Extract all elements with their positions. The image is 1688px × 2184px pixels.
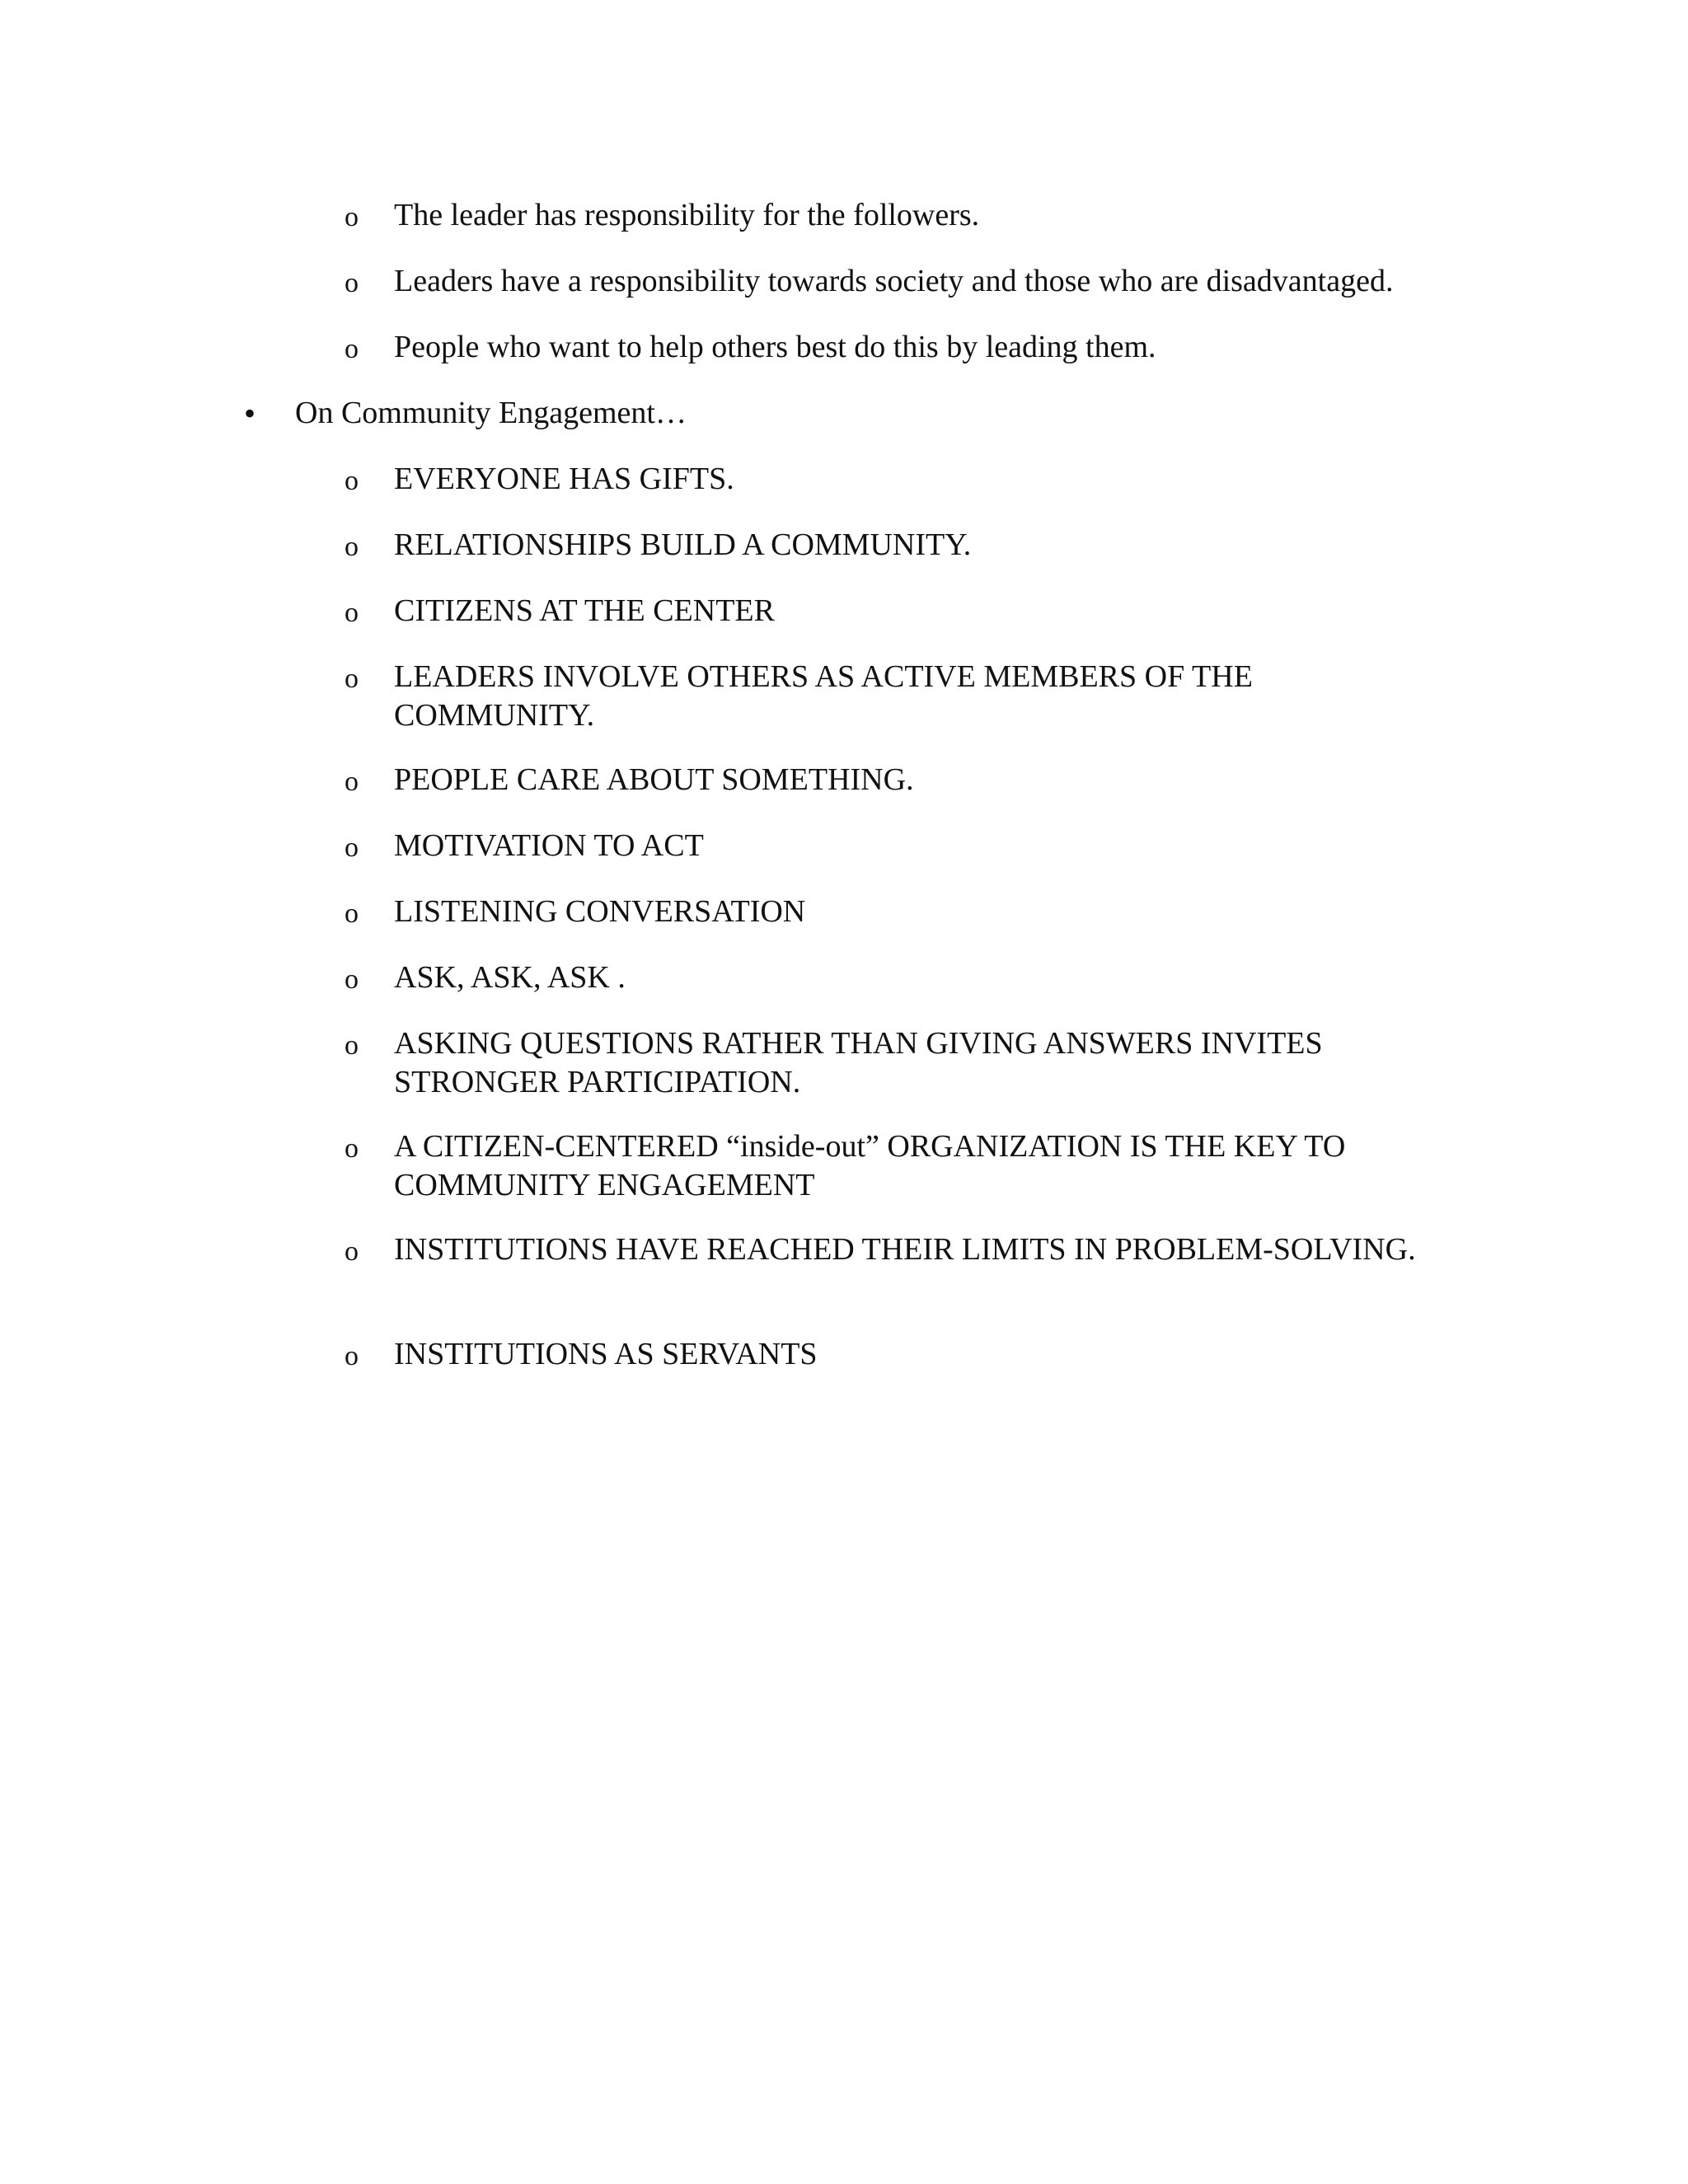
list-marker: o (345, 1341, 359, 1371)
list-item: ASK, ASK, ASK . (394, 960, 626, 995)
list-marker: o (345, 268, 359, 298)
list-marker: o (345, 1236, 359, 1267)
list-marker: o (345, 964, 359, 995)
list-marker: o (345, 532, 359, 562)
list-marker: o (345, 1030, 359, 1061)
list-marker: o (345, 1133, 359, 1164)
list-item: People who want to help others best do this by leading them. (394, 330, 1156, 364)
list-marker: o (345, 202, 359, 232)
bullet-marker: • (244, 395, 256, 432)
list-item: LEADERS INVOLVE OTHERS AS ACTIVE MEMBERS OF THE (394, 659, 1253, 694)
list-marker: o (345, 766, 359, 797)
list-marker: o (345, 598, 359, 628)
list-item: LISTENING CONVERSATION (394, 894, 806, 929)
list-item: ASKING QUESTIONS RATHER THAN GIVING ANSWERS INVITES (394, 1026, 1323, 1061)
list-item: Leaders have a responsibility towards society and those who are disadvantaged. (394, 264, 1394, 298)
list-item: INSTITUTIONS AS SERVANTS (394, 1337, 818, 1371)
list-item: A CITIZEN-CENTERED “inside-out” ORGANIZATION IS THE KEY TO (394, 1129, 1346, 1164)
list-item-continuation: STRONGER PARTICIPATION. (394, 1065, 801, 1099)
list-item-continuation: COMMUNITY. (394, 698, 595, 733)
list-item: CITIZENS AT THE CENTER (394, 593, 775, 628)
list-item: INSTITUTIONS HAVE REACHED THEIR LIMITS IN PROBLEM-SOLVING. (394, 1232, 1416, 1267)
list-item: MOTIVATION TO ACT (394, 828, 704, 863)
list-item-continuation: COMMUNITY ENGAGEMENT (394, 1168, 815, 1202)
list-item: The leader has responsibility for the followers. (394, 198, 980, 232)
list-item: EVERYONE HAS GIFTS. (394, 462, 734, 496)
list-item: RELATIONSHIPS BUILD A COMMUNITY. (394, 527, 972, 562)
list-marker: o (345, 663, 359, 694)
list-marker: o (345, 832, 359, 863)
list-marker: o (345, 898, 359, 929)
list-item: PEOPLE CARE ABOUT SOMETHING. (394, 762, 914, 797)
list-marker: o (345, 466, 359, 496)
section-heading: On Community Engagement… (295, 396, 687, 430)
list-marker: o (345, 334, 359, 364)
